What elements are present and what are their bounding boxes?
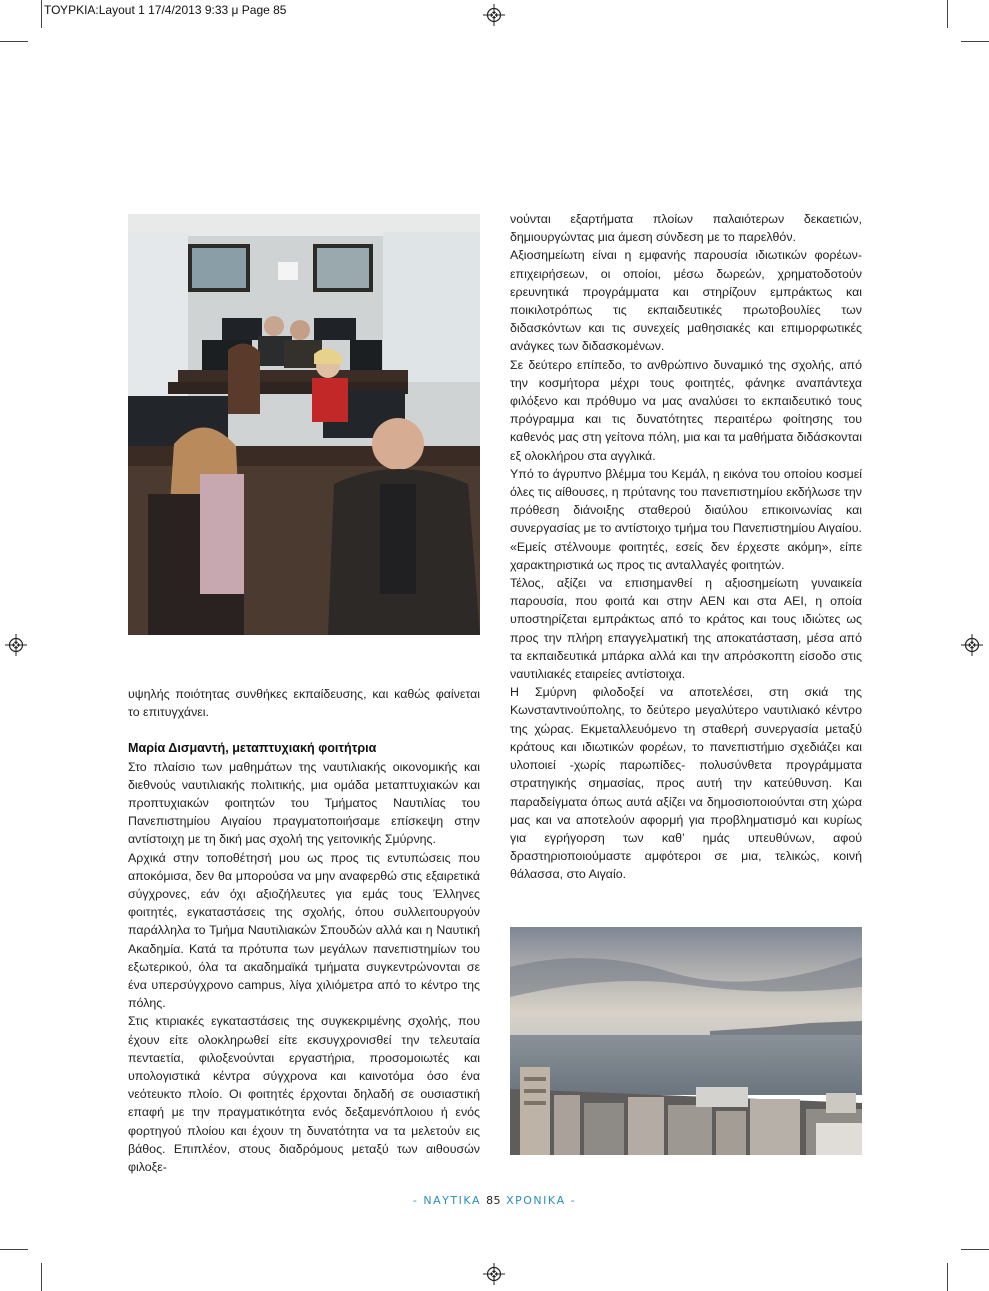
crop-mark: [947, 0, 948, 28]
classroom-group-photo: [128, 214, 480, 635]
registration-mark-icon: [483, 1263, 505, 1285]
crop-mark: [961, 1249, 989, 1250]
crop-mark: [41, 0, 42, 28]
footer-magazine-left: - ΝΑΥΤΙΚΑ: [412, 1194, 482, 1207]
left-column: [128, 685, 480, 1176]
crop-mark: [41, 1263, 42, 1291]
crop-mark: [0, 41, 28, 42]
footer-magazine-right: ΧΡΟΝΙΚΑ -: [506, 1194, 577, 1207]
body-paragraph: Αξιοσημείωτη είναι η εμφανής παρουσία ιδιωτικών φορέων-επιχειρήσεων, οι οποίοι, μέσω δωρεών, χρηματοδοτούν ερευνητικά προγράμματα και στηρίζουν εμπράκτως και ποικιλοτρόπως τις εκπαιδευτικές πρωτοβουλίες των διδασκόντων και τις συνεχείς μαθησιακές και επιμορφωτικές ανάγκες των διδασκομένων.: [510, 248, 862, 354]
page-number: 85: [486, 1194, 502, 1207]
print-slug: ΤΟΥΡΚΙΑ:Layout 1 17/4/2013 9:33 μ Page 85: [44, 3, 287, 17]
page-footer: [0, 1194, 989, 1207]
harbor-city-photo: [510, 927, 862, 1155]
crop-mark: [947, 1263, 948, 1291]
body-paragraph: νούνται εξαρτήματα πλοίων παλαιότερων δεκαετιών, δημιουργώντας μια άμεση σύνδεση με το παρελθόν.: [510, 212, 862, 245]
body-paragraph: Η Σμύρνη φιλοδοξεί να αποτελέσει, στη σκιά της Κωνσταντινούπολης, το δεύτερο μεγαλύτερο ναυτιλιακό κέντρο της χώρας. Εκμεταλλευόμενο τη σταθερή συνεργασία μεταξύ κράτους και ιδιωτικών φορέων, το πανεπιστήμιο σχεδιάζει και υλοποιεί -χωρίς παρωπίδες- πολυσύνθετα προγράμματα στρατηγικής σημασίας, προς αυτή την κατεύθυνση. Και παραδείγματα όπως αυτά αξίζει να δημοσιοποιούνται στη χώρα μας και να αποτελούν αφορμή για προβληματισμό και κυρίως για εγρήγορση των καθ’ ημάς υπευθύνων, αφού δραστηριοποιούμαστε αμφότεροι σε μια, τελικώς, κοινή θάλασσα, στο Αιγαίο.: [510, 685, 862, 882]
right-column: [510, 210, 862, 884]
registration-mark-icon: [483, 4, 505, 26]
crop-mark: [0, 1249, 28, 1250]
body-paragraph: Αρχικά στην τοποθέτησή μου ως προς τις εντυπώσεις που αποκόμισα, δεν θα μπορούσα να μην αναφερθώ στις εξαιρετικά σύγχρονες, εάν όχι αξιοζήλευτες για εμάς τους Έλληνες φοιτητές, εγκαταστάσεις της σχολής, όπου συλλειτουργούν παράλληλα το Τμήμα Ναυτιλιακών Σπουδών αλλά και η Ναυτική Ακαδημία. Κατά τα πρότυπα των μεγάλων πανεπιστημίων του εξωτερικού, όλα τα ακαδημαϊκά τμήματα συγκεντρώνονται σε ένα υπερσύγχρονο campus, λίγα χιλιόμετρα από το κέντρο της πόλης.: [128, 850, 480, 1011]
registration-mark-icon: [5, 634, 27, 656]
crop-mark: [961, 41, 989, 42]
registration-mark-icon: [961, 634, 983, 656]
intro-paragraph: υψηλής ποιότητας συνθήκες εκπαίδευσης, και καθώς φαίνεται το επιτυγχάνει.: [128, 687, 480, 720]
body-paragraph: Στο πλαίσιο των μαθημάτων της ναυτιλιακής οικονομικής και διεθνούς ναυτιλιακής πολιτικής, μια ομάδα μεταπτυχιακών και προπτυχιακών φοιτητών του Τμήματος Ναυτιλίας του Πανεπιστημίου Αιγαίου πραγματοποιήσαμε επίσκεψη στην αντίστοιχη με τη δική μας σχολή της γειτονικής Σμύρνης.: [128, 759, 480, 847]
body-paragraph: Στις κτιριακές εγκαταστάσεις της συγκεκριμένης σχολής, που έχουν είτε ολοκληρωθεί είτε εκσυγχρονισθεί την τελευταία πενταετία, φιλοξενούνται εργαστήρια, προσομοιωτές και υπολογιστικά κέντρα σύγχρονα και καινοτόμα όσο ένα νεότευκτο πλοίο. Οι φοιτητές έρχονται δηλαδή σε ουσιαστική επαφή με την πραγματικότητα ενός δεξαμενόπλοιου ή ενός φορτηγού πλοίου και έχουν τη δυνατότητα να τα μελετούν εις βάθος. Επιπλέον, στους διαδρόμους μεταξύ των αιθουσών φιλοξε-: [128, 1014, 480, 1175]
body-paragraph: Τέλος, αξίζει να επισημανθεί η αξιοσημείωτη γυναικεία παρουσία, που φοιτά και στην ΑΕΝ και στα ΑΕΙ, η οποία υποστηρίζεται εμπράκτως από το κράτος και τους ιδιώτες ως προς την πλήρη επαγγελματική της αποκατάσταση, μέσα από τα εκπαιδευτικά μπάρκα αλλά και την απρόσκοπτη είσοδο στις ναυτιλιακές εταιρείες αντίστοιχα.: [510, 576, 862, 682]
author-heading: Μαρία Δισμαντή, μεταπτυχιακή φοιτήτρια: [128, 741, 377, 756]
body-paragraph: Σε δεύτερο επίπεδο, το ανθρώπινο δυναμικό της σχολής, από την κοσμήτορα μέχρι τους φοιτητές, φάνηκε αναπάντεχα φιλόξενο και πρόθυμο να μας αναλύσει το εκπαιδευτικό τους πρόγραμμα και τις δυνατότητες περαιτέρω φοίτησης του καθενός μας στη γείτονα πόλη, μια και τα μαθήματα διδάσκονται εξ ολοκλήρου στα αγγλικά.: [510, 357, 862, 463]
body-paragraph: Υπό το άγρυπνο βλέμμα του Κεμάλ, η εικόνα του οποίου κοσμεί όλες τις αίθουσες, η πρύτανης του πανεπιστημίου εκδήλωσε την πρόθεση διάνοιξης σταθερού διαύλου επικοινωνίας και συνεργασίας με το αντίστοιχο τμήμα του Πανεπιστημίου Αιγαίου. «Εμείς στέλνουμε φοιτητές, εσείς δεν έρχεστε ακόμη», είπε χαρακτηριστικά ως προς τις ανταλλαγές φοιτητών.: [510, 466, 862, 572]
